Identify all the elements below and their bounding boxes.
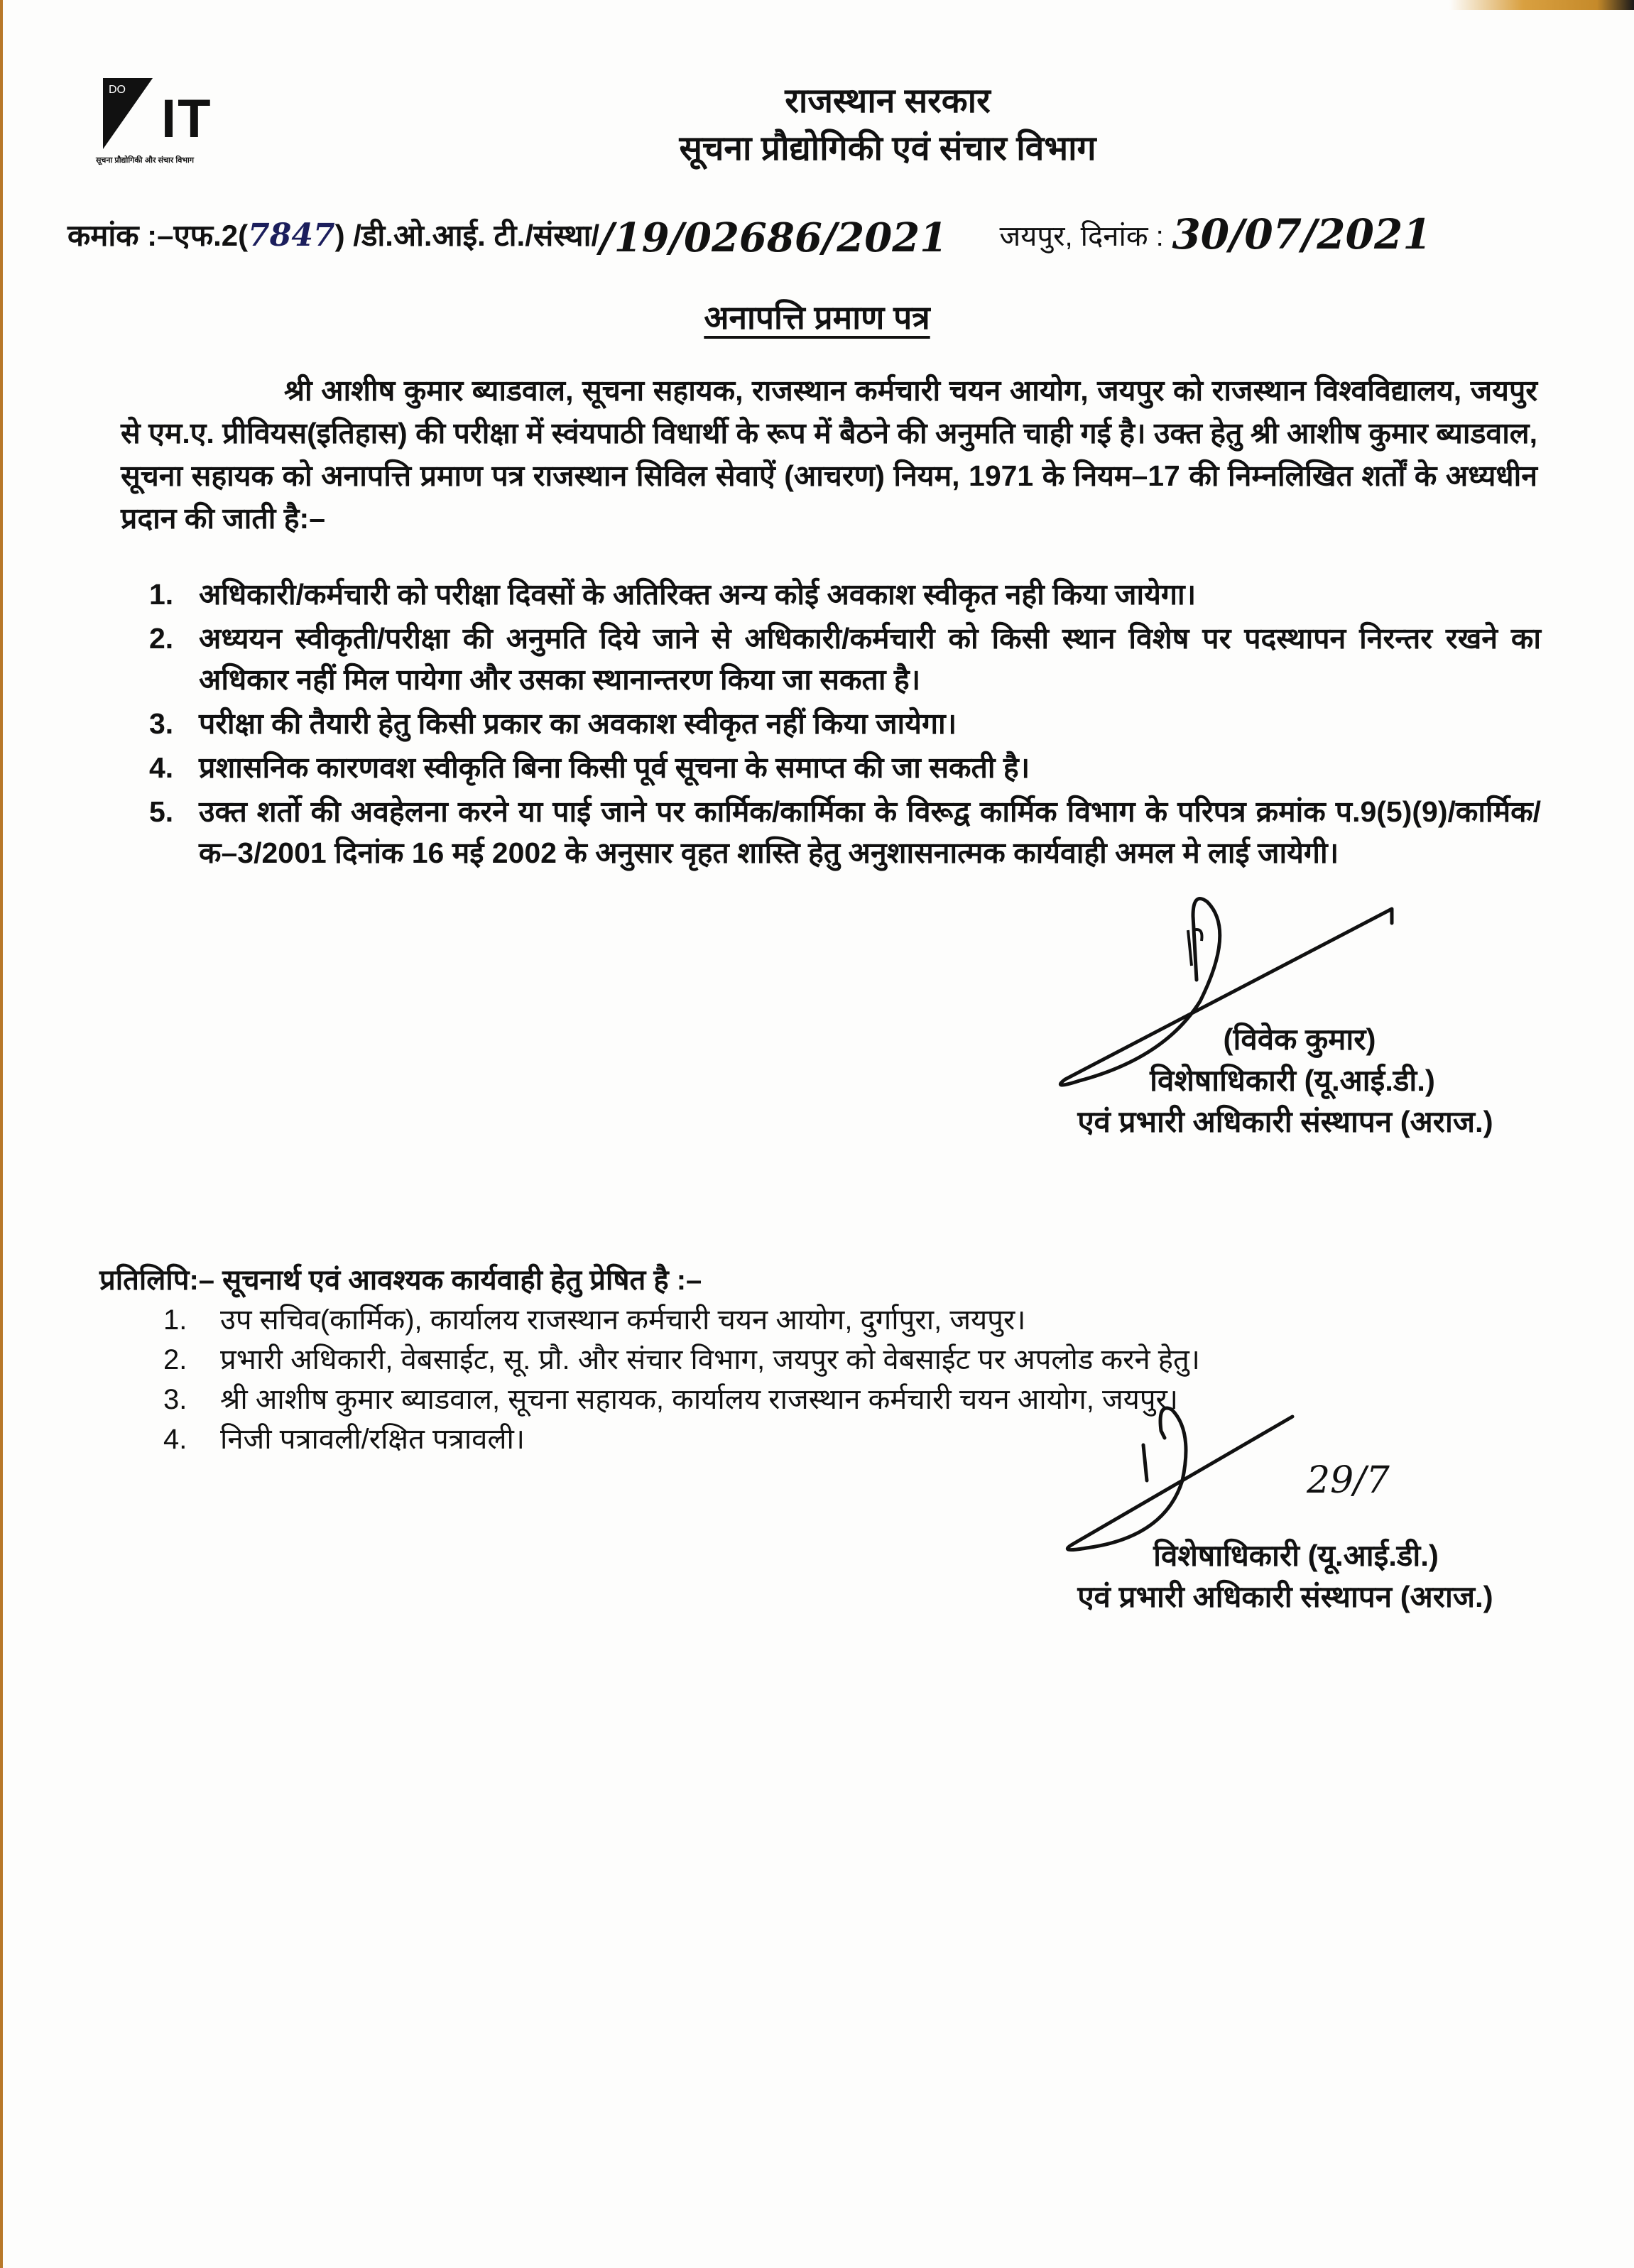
signatory-2-designation2: एवं प्रभारी अधिकारी संस्थापन (अराज.) <box>1077 1580 1493 1613</box>
signatory-2-block <box>1023 1535 1548 1618</box>
copy-to-number: 3. <box>163 1384 187 1415</box>
signatory-1-designation: विशेषाधिकारी (यू.आई.डी.) <box>1150 1064 1435 1097</box>
reference-handwritten-number: 7847 <box>248 217 335 253</box>
copy-to-number: 4. <box>163 1424 187 1455</box>
handwritten-date: 30/07/2021 <box>1172 210 1432 258</box>
condition-item <box>149 574 1541 615</box>
title-text: अनापत्ति प्रमाण पत्र <box>704 299 930 336</box>
header-government: राजस्थान सरकार <box>785 82 991 120</box>
body-paragraph: श्री आशीष कुमार ब्याडवाल, सूचना सहायक, राजस्थान कर्मचारी चयन आयोग, जयपुर को राजस्थान विश्वविद्यालय, जयपुर से एम.ए. प्रीवियस(इतिहास) की परीक्षा में स्वंयपाठी विधार्थी के रूप में बैठने की अनुमति चाही गई है। उक्त हेतु श्री आशीष कुमार ब्याडवाल, सूचना सहायक को अनापत्ति प्रमाण पत्र राजस्थान सिविल सेवाऐं (आचरण) नियम, 1971 के नियम–17 की निम्नलिखित शर्तों के अध्यधीन प्रदान की जाती है:– <box>121 374 1537 535</box>
reference-middle: ) /डी.ओ.आई. टी./संस्था/ <box>334 219 600 252</box>
condition-number: 3. <box>149 707 174 740</box>
reference-line <box>67 207 1594 278</box>
condition-item <box>149 618 1541 700</box>
condition-text: परीक्षा की तैयारी हेतु किसी प्रकार का अवकाश स्वीकृत नहीं किया जायेगा। <box>199 707 957 740</box>
doit-logo <box>96 64 280 178</box>
reference-prefix: कमांक :–एफ.2( <box>67 219 249 252</box>
copy-to-item <box>99 1340 1520 1380</box>
condition-number: 1. <box>149 578 174 611</box>
condition-text: अधिकारी/कर्मचारी को परीक्षा दिवसों के अतिरिक्त अन्य कोई अवकाश स्वीकृत नही किया जायेगा। <box>199 578 1197 611</box>
copy-to-heading: प्रतिलिपि:– सूचनार्थ एवं आवश्यक कार्यवाही हेतु प्रेषित है :– <box>99 1265 702 1296</box>
condition-text: प्रशासनिक कारणवश स्वीकृति बिना किसी पूर्व सूचना के समाप्त की जा सकती है। <box>199 751 1030 784</box>
signatory-1-block <box>1023 1019 1548 1143</box>
header-department: सूचना प्रौद्योगिकी एवं संचार विभाग <box>679 130 1096 168</box>
logo-tagline: सूचना प्रौद्योगिकी और संचार विभाग <box>96 156 195 165</box>
copy-to-text: उप सचिव(कार्मिक), कार्यालय राजस्थान कर्मचारी चयन आयोग, दुर्गापुरा, जयपुर। <box>220 1304 1026 1336</box>
condition-text: उक्त शर्तो की अवहेलना करने या पाई जाने पर कार्मिक/कार्मिका के विरूद्व कार्मिक विभाग के परिपत्र क्रमांक प.9(5)(9)/कार्मिक/क–3/2001 दिनांक 16 मई 2002 के अनुसार वृहत शास्ति हेतु अनुशासनात्मक कार्यवाही अमल मे लाई जायेगी। <box>199 795 1541 869</box>
signatory-1-name: (विवेक कुमार) <box>1223 1023 1376 1056</box>
condition-number: 2. <box>149 622 174 655</box>
condition-item <box>149 791 1541 873</box>
logo-it-text: IT <box>161 89 212 149</box>
page-edge-left <box>0 0 3 2268</box>
place-date-label: जयपुर, दिनांक : <box>999 221 1164 252</box>
logo-mark-text: DO <box>109 84 126 96</box>
copy-to-text: प्रभारी अधिकारी, वेबसाईट, सू. प्रौ. और संचार विभाग, जयपुर को वेबसाईट पर अपलोड करने हेतु। <box>220 1344 1200 1375</box>
copy-to-text: निजी पत्रावली/रक्षित पत्रावली। <box>220 1424 525 1455</box>
condition-number: 4. <box>149 751 174 784</box>
condition-number: 5. <box>149 795 174 828</box>
reference-handwritten-ref: /19/02686/2021 <box>599 214 948 261</box>
condition-text: अध्ययन स्वीकृती/परीक्षा की अनुमति दिये जाने से अधिकारी/कर्मचारी को किसी स्थान विशेष पर पदस्थापन निरन्तर रखने का अधिकार नहीं मिल पायेगा और उसका स्थानान्तरण किया जा सकता है। <box>199 622 1541 696</box>
signature-2 <box>1058 1402 1314 1552</box>
signatory-1-designation2: एवं प्रभारी अधिकारी संस्थापन (अराज.) <box>1077 1105 1493 1138</box>
signature-2-date: 29/7 <box>1307 1459 1390 1502</box>
page-edge-top <box>1449 0 1634 10</box>
condition-item <box>149 703 1541 744</box>
copy-to-number: 1. <box>163 1304 187 1336</box>
copy-to-text: श्री आशीष कुमार ब्याडवाल, सूचना सहायक, कार्यालय राजस्थान कर्मचारी चयन आयोग, जयपुर। <box>220 1384 1179 1415</box>
document-title <box>0 295 1634 339</box>
conditions-list <box>149 574 1541 876</box>
condition-item <box>149 747 1541 788</box>
copy-to-item <box>99 1300 1520 1340</box>
copy-to-number: 2. <box>163 1344 187 1375</box>
signatory-2-designation: विशेषाधिकारी (यू.आई.डी.) <box>1153 1539 1439 1572</box>
